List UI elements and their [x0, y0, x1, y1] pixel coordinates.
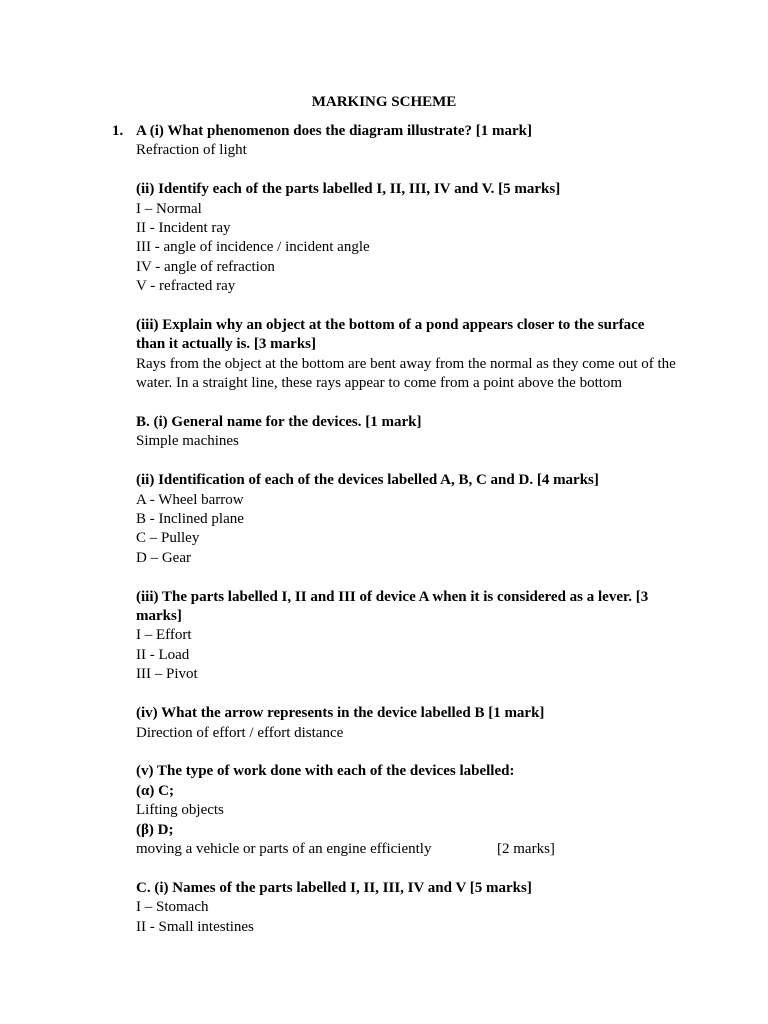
question-b-iv: (iv) What the arrow represents in the device labelled B [1 mark]: [136, 705, 545, 722]
answer-b-ii-item: C – Pulley: [136, 530, 200, 547]
answer-a-iii-line1: Rays from the object at the bottom are bent away from the normal as they come out of the: [136, 355, 676, 372]
page-title: MARKING SCHEME: [311, 94, 457, 110]
answer-c-i-item: II - Small intestines: [136, 918, 254, 935]
answer-b-ii-item: D – Gear: [136, 549, 191, 566]
answer-b-iii-item: III – Pivot: [136, 666, 198, 683]
question-a-ii: (ii) Identify each of the parts labelled I, II, III, IV and V. [5 marks]: [136, 181, 561, 198]
answer-b-v-alpha: Lifting objects: [136, 802, 224, 819]
question-a-iii-line1: (iii) Explain why an object at the bottom of a pond appears closer to the surface: [136, 317, 645, 334]
question-b-v-alpha: (α) C;: [136, 782, 174, 799]
answer-a-ii-item: IV - angle of refraction: [136, 258, 275, 275]
answer-b-iv: Direction of effort / effort distance: [136, 724, 344, 741]
spacer: [136, 685, 686, 704]
question-b-iii-line2: marks]: [136, 608, 182, 625]
question-b-v: (v) The type of work done with each of the devices labelled:: [136, 763, 515, 780]
answer-c-i-item: I – Stomach: [136, 899, 209, 916]
answer-a-ii-item: V - refracted ray: [136, 278, 236, 295]
question-b-ii: (ii) Identification of each of the devices labelled A, B, C and D. [4 marks]: [136, 472, 599, 489]
answer-b-iii-item: II - Load: [136, 646, 190, 663]
spacer: [136, 568, 686, 587]
question-b-v-beta: (β) D;: [136, 821, 174, 838]
answer-b-ii-item: A - Wheel barrow: [136, 491, 244, 508]
spacer: [136, 394, 686, 413]
marks-label: [2 marks]: [497, 840, 555, 857]
answer-a-iii-line2: water. In a straight line, these rays appear to come from a point above the bottom: [136, 375, 623, 392]
spacer: [136, 297, 686, 316]
answer-b-v-beta: moving a vehicle or parts of an engine efficiently: [136, 840, 432, 857]
spacer: [136, 452, 686, 471]
question-a-iii-line2: than it actually is. [3 marks]: [136, 336, 316, 353]
spacer: [136, 161, 686, 180]
answer-a-i: Refraction of light: [136, 142, 247, 159]
answer-content: [136, 122, 686, 937]
question-c-i: C. (i) Names of the parts labelled I, II, III, IV and V [5 marks]: [136, 879, 532, 896]
answer-b-v-beta-line: [136, 840, 686, 859]
answer-a-ii-item: III - angle of incidence / incident angle: [136, 239, 370, 256]
question-number: 1.: [112, 123, 124, 139]
answer-a-ii-item: I – Normal: [136, 200, 202, 217]
answer-b-ii-item: B - Inclined plane: [136, 511, 244, 528]
answer-a-ii-item: II - Incident ray: [136, 220, 231, 237]
answer-b-i: Simple machines: [136, 433, 239, 450]
question-a-i: A (i) What phenomenon does the diagram illustrate? [1 mark]: [136, 123, 532, 139]
spacer: [136, 743, 686, 762]
answer-b-iii-item: I – Effort: [136, 627, 192, 644]
spacer: [136, 859, 686, 878]
question-b-i: B. (i) General name for the devices. [1 mark]: [136, 414, 422, 431]
question-b-iii-line1: (iii) The parts labelled I, II and III of device A when it is considered as a lever. [3: [136, 588, 649, 605]
